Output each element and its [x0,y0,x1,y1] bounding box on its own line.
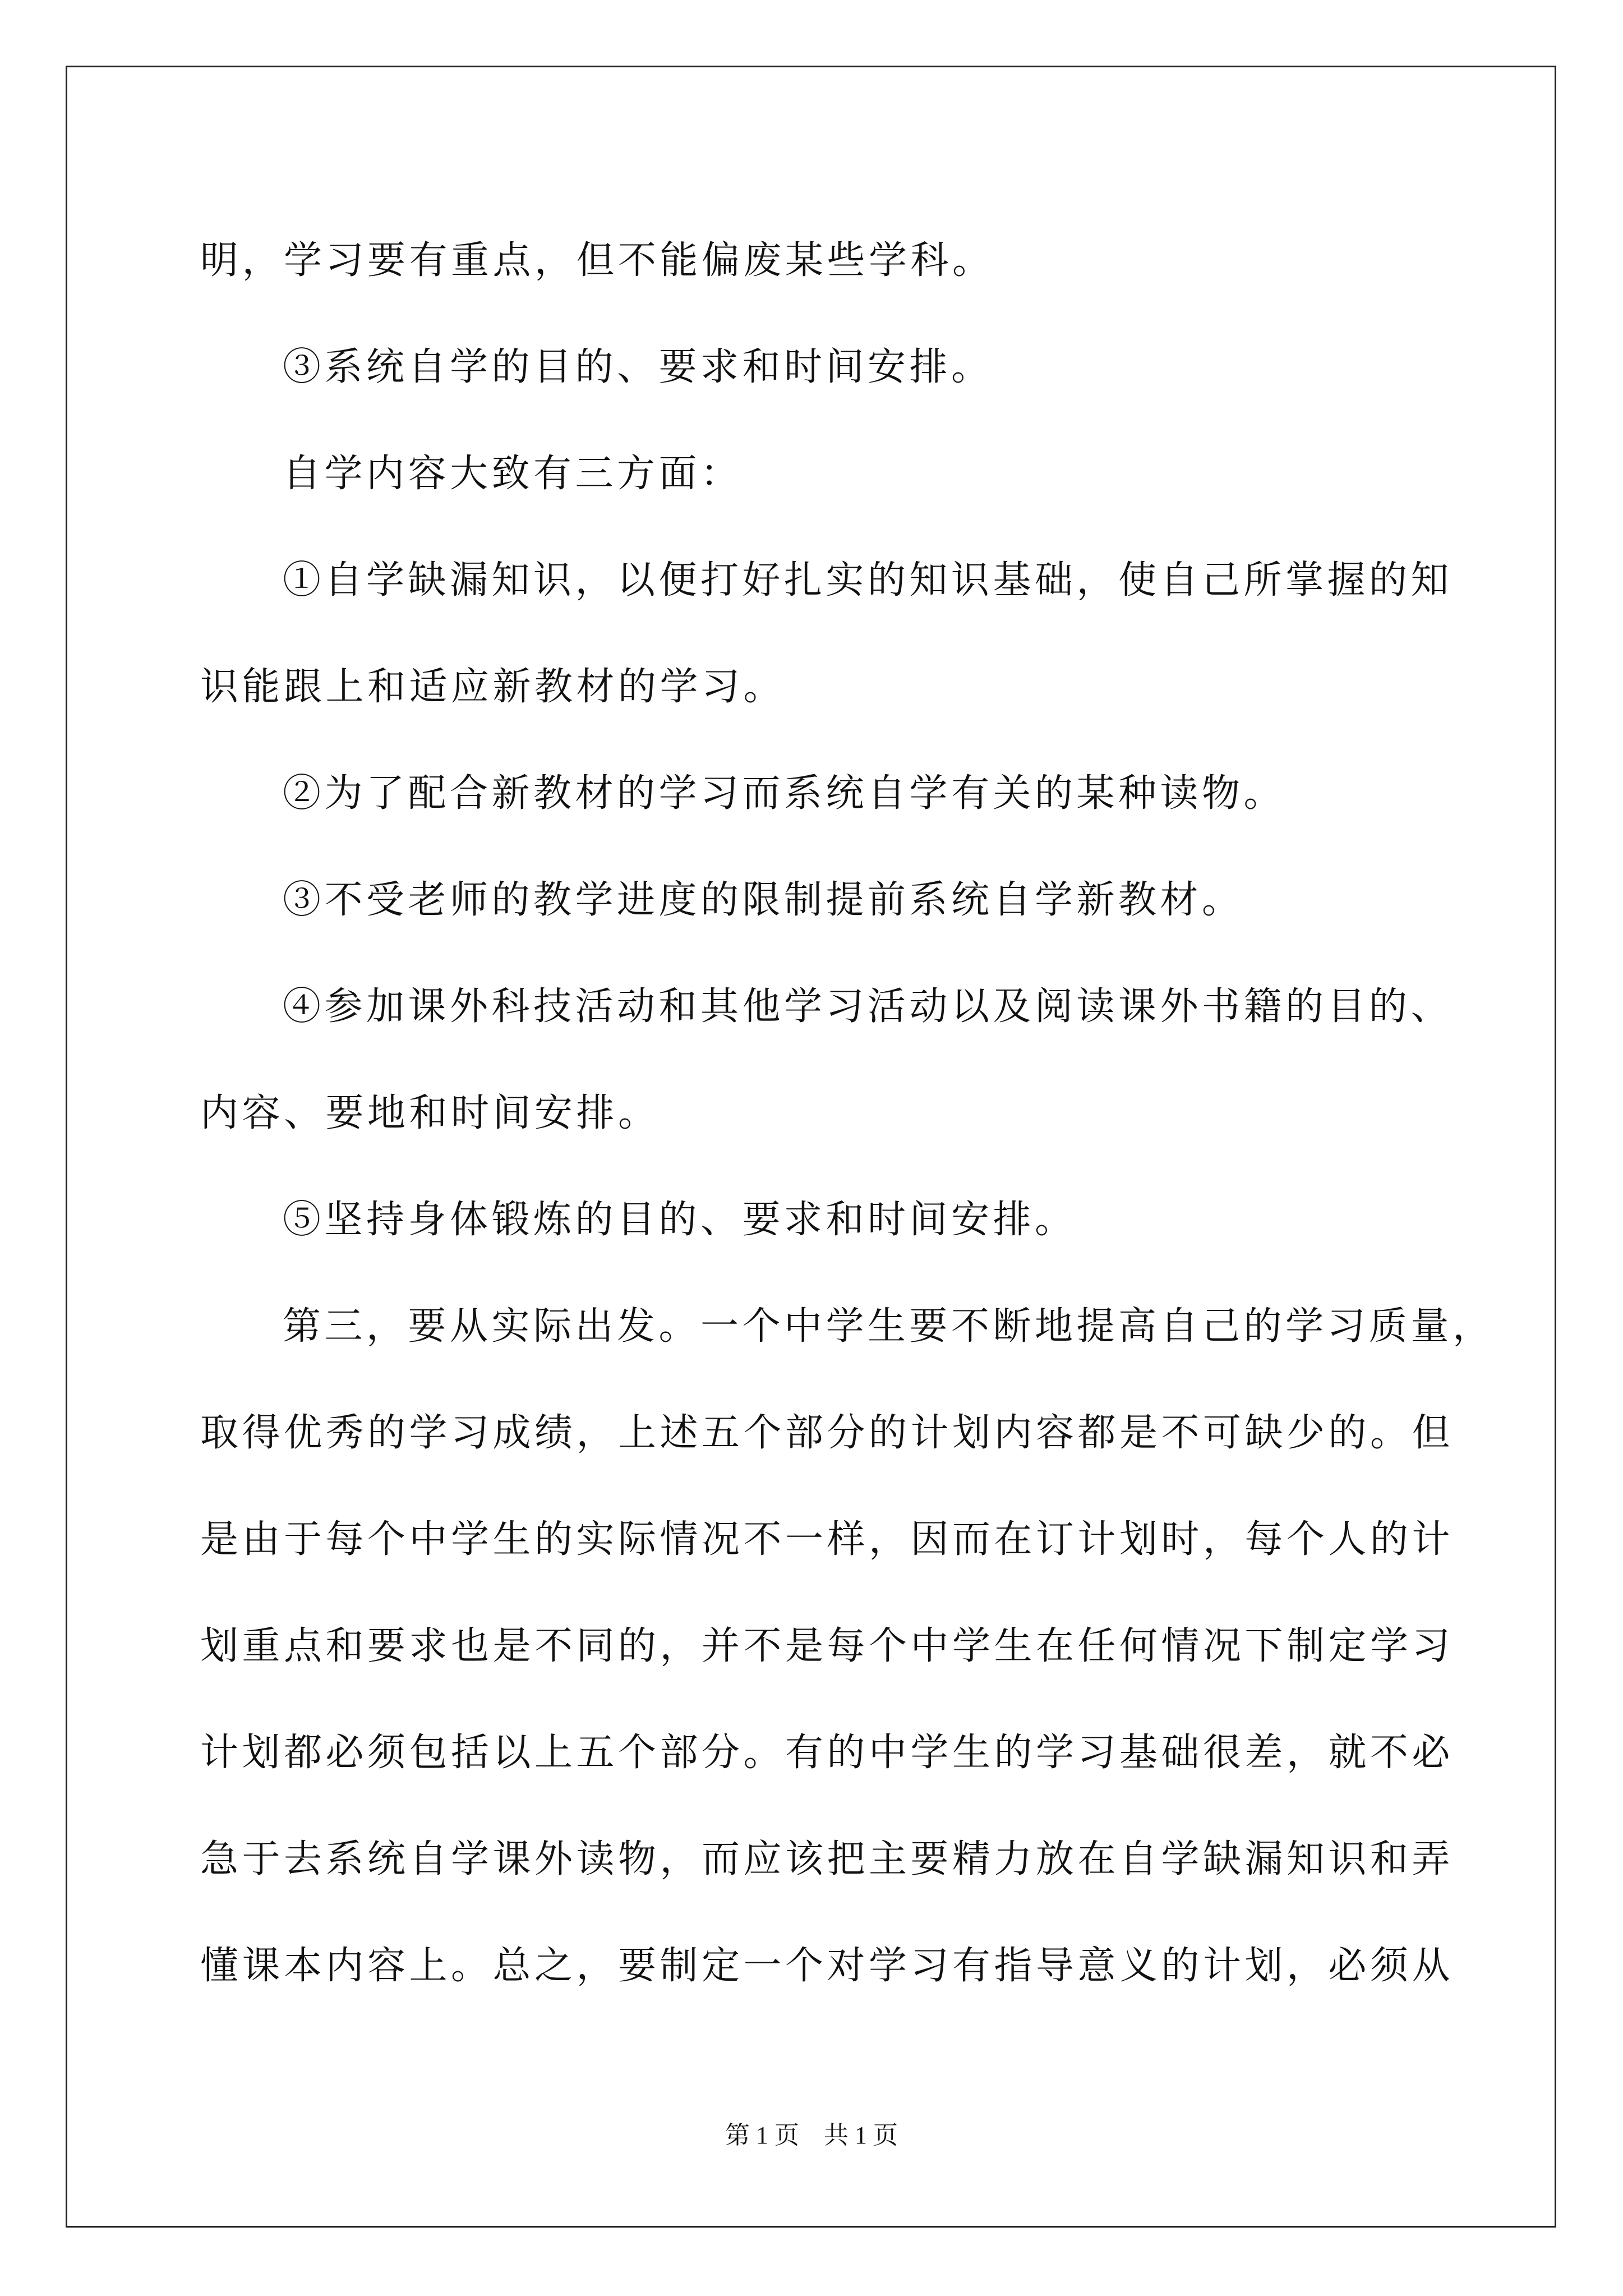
text-line-7: ③不受老师的教学进度的限制提前系统自学新教材。 [283,878,1244,922]
text-line-3: 自学内容大致有三方面： [283,452,743,496]
text-line-5: 识能跟上和适应新教材的学习。 [200,665,786,709]
text-line-1: 明，学习要有重点，但不能偏废某些学科。 [200,238,994,283]
text-line-4: ①自学缺漏知识，以便打好扎实的知识基础，使自己所掌握的知 [283,558,1453,602]
text-line-6: ②为了配合新教材的学习而系统自学有关的某种读物。 [283,771,1286,816]
text-line-12: 取得优秀的学习成绩，上述五个部分的计划内容都是不可缺少的。但 [200,1411,1454,1455]
page-number-footer: 第 1 页 共 1 页 [725,2122,898,2149]
text-line-13: 是由于每个中学生的实际情况不一样，因而在订计划时，每个人的计 [200,1517,1454,1562]
text-line-8: ④参加课外科技活动和其他学习活动以及阅读课外书籍的目的、 [283,984,1453,1029]
text-line-9: 内容、要地和时间安排。 [200,1091,660,1135]
text-line-15: 计划都必须包括以上五个部分。有的中学生的学习基础很差，就不必 [200,1731,1454,1775]
text-line-17: 懂课本内容上。总之，要制定一个对学习有指导意义的计划，必须从 [200,1944,1454,1988]
text-line-2: ③系统自学的目的、要求和时间安排。 [283,345,993,389]
text-line-14: 划重点和要求也是不同的，并不是每个中学生在任何情况下制定学习 [200,1624,1454,1668]
text-line-10: ⑤坚持身体锻炼的目的、要求和时间安排。 [283,1198,1077,1242]
text-line-11: 第三，要从实际出发。一个中学生要不断地提高自己的学习质量， [283,1304,1495,1349]
text-line-16: 急于去系统自学课外读物，而应该把主要精力放在自学缺漏知识和弄 [200,1837,1454,1881]
document-body [200,208,1495,2019]
